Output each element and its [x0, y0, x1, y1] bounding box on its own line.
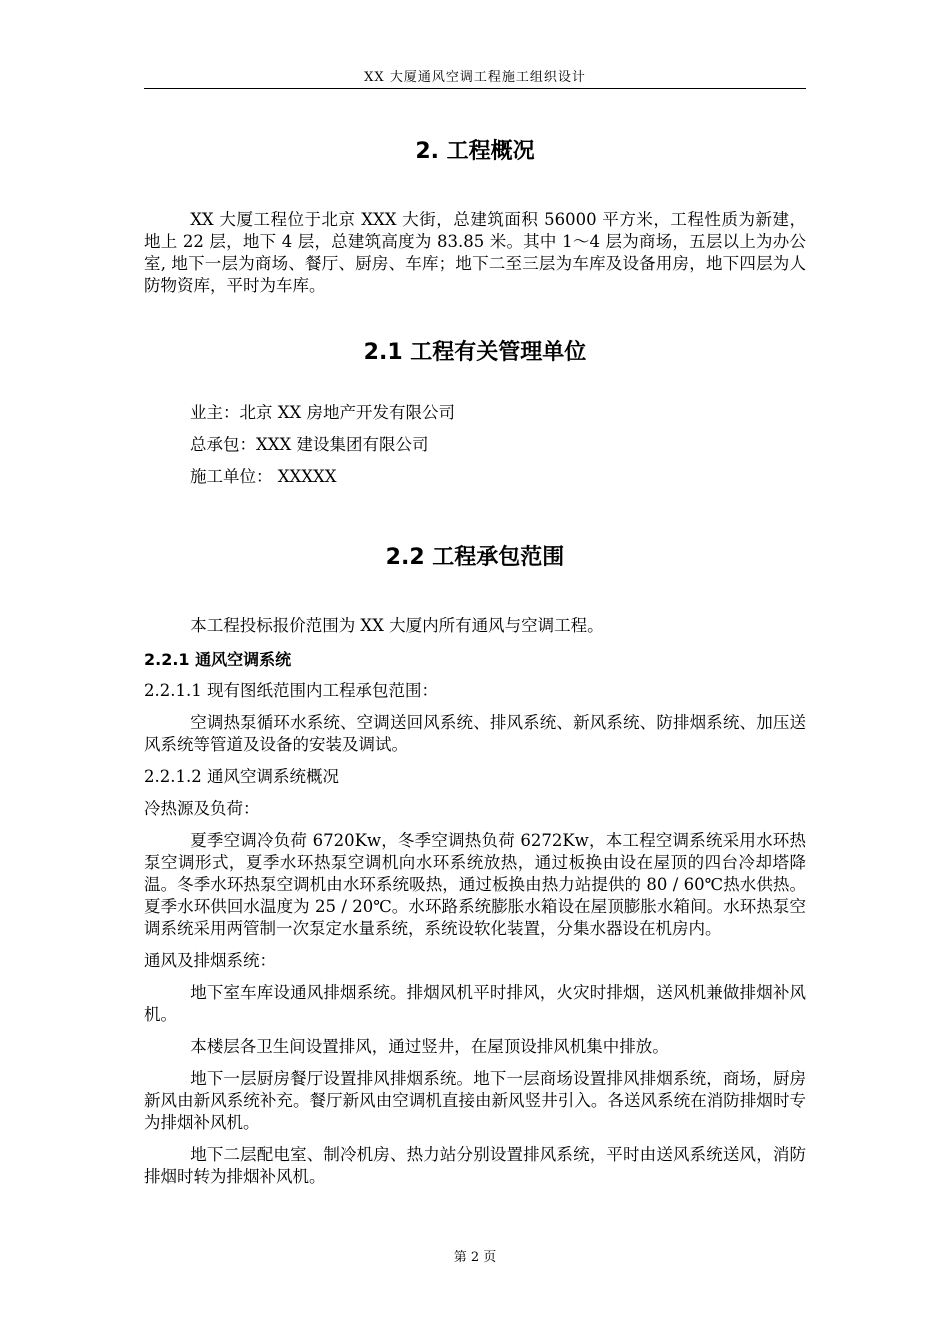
vent-paragraph-4: 地下二层配电室、制冷机房、热力站分别设置排风系统，平时由送风系统送风，消防排烟时转为排烟补风机。: [144, 1145, 806, 1186]
section-2-2-1-title: 2.2.1 通风空调系统: [144, 650, 292, 669]
unit-construction: 施工单位： XXXXX: [190, 467, 337, 486]
unit-general-contractor: 总承包：XXX 建设集团有限公司: [190, 435, 429, 454]
project-overview-paragraph: XX 大厦工程位于北京 XXX 大街，总建筑面积 56000 平方米，工程性质为新建，地上 22 层，地下 4 层，总建筑高度为 83.85 米。其中 1～4 层为商场，五层以上为办公室, 地下一层为商场、餐厅、厨房、车库；地下二至三层为车库及设备用房，地下四层为人防物资库，平时为车库。: [144, 210, 806, 295]
unit-owner: 业主：北京 XX 房地产开发有限公司: [190, 403, 455, 422]
page-number: 第 2 页: [453, 1250, 497, 1265]
section-2-1-title: 2.1 工程有关管理单位: [363, 340, 587, 365]
vent-paragraph-3: 地下一层厨房餐厅设置排风排烟系统。地下一层商场设置排风排烟系统，商场，厨房新风由新风系统补充。餐厅新风由空调机直接由新风竖井引入。各送风系统在消防排烟时专为排烟补风机。: [144, 1069, 806, 1132]
section-2-2-title: 2.2 工程承包范围: [385, 545, 565, 570]
overview-title: 2.2.1.2 通风空调系统概况: [144, 767, 339, 786]
scope-text: 空调热泵循环水系统、空调送回风系统、排风系统、新风系统、防排烟系统、加压送风系统等管道及设备的安装及调试。: [144, 713, 806, 754]
section-2-title: 2. 工程概况: [415, 139, 535, 164]
header-rule: [144, 88, 806, 89]
scope-intro: 本工程投标报价范围为 XX 大厦内所有通风与空调工程。: [190, 616, 604, 635]
scope-title: 2.2.1.1 现有图纸范围内工程承包范围：: [144, 681, 438, 700]
vent-paragraph-1: 地下室车库设通风排烟系统。排烟风机平时排风，火灾时排烟，送风机兼做排烟补风机。: [144, 983, 806, 1024]
source-label: 冷热源及负荷：: [144, 799, 260, 818]
source-text: 夏季空调冷负荷 6720Kw，冬季空调热负荷 6272Kw，本工程空调系统采用水环热泵空调形式，夏季水环热泵空调机向水环系统放热，通过板换由设在屋顶的四台冷却塔降温。冬季水环热泵空调机由水环系统吸热，通过板换由热力站提供的 80 / 60℃热水供热。夏季水环供回水温度为 25 / 20℃。水环路系统膨胀水箱设在屋顶膨胀水箱间。水环热泵空调系统采用两管制一次泵定水量系统，系统设软化装置，分集水器设在机房内。: [144, 831, 806, 938]
vent-paragraph-2: 本楼层各卫生间设置排风，通过竖井，在屋顶设排风机集中排放。: [190, 1037, 669, 1056]
vent-label: 通风及排烟系统：: [144, 951, 276, 970]
running-header: XX 大厦通风空调工程施工组织设计: [364, 70, 586, 85]
page-content: [144, 134, 806, 1198]
